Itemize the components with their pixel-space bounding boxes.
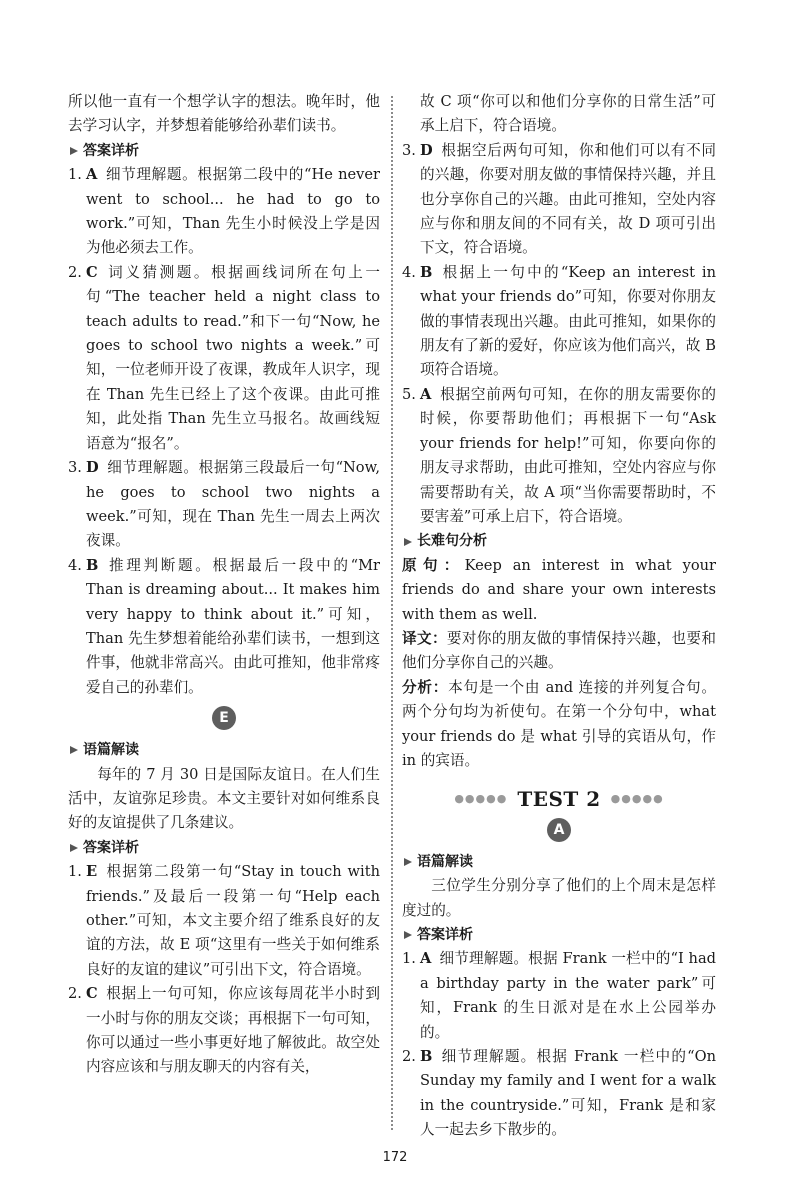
answer-text: 根据空前两句可知，在你的朋友需要你的时候，你要帮助他们；再根据下一句“Ask your friends for help!”可知，你要向你的朋友寻求帮助，由此可推知，空处内容应与你需要帮助有关，故 A 项“当你需要帮助时，不要害羞”可承上启下，符合语境。 [420, 385, 716, 525]
section-heading-answers: 答案详析 [402, 923, 716, 947]
page-number: 172 [382, 1150, 408, 1165]
passage-badge-a: A [547, 818, 571, 842]
test-heading [402, 787, 716, 811]
analysis: 分析：本句是一个由 and 连接的并列复合句。两个分句均为祈使句。在第一个分句中，what your friends do 是 what 引导的宾语从句，作 in 的宾语。 [402, 678, 716, 769]
passage-summary: 每年的 7 月 30 日是国际友谊日。在人们生活中，友谊弥足珍贵。本文主要针对如何维系良好的友谊提供了几条建议。 [68, 765, 380, 832]
answer-letter: E [86, 863, 98, 881]
triangle-bullet-icon [404, 931, 412, 939]
answer-letter: D [420, 141, 433, 159]
dots-decoration-icon: ●●●●● [454, 792, 508, 806]
answer-text: 根据第二段第一句“Stay in touch with friends.”及最后一段第一句“Help each other.”可知，本文主要介绍了维系良好的友谊的方法，故 E 项“这里有一些关于如何维系良好的友谊的建议”可引出下文，符合语境。 [86, 863, 380, 978]
left-column [68, 90, 380, 1080]
answer-text: 根据上一句可知，你应该每周花半小时到一小时与你的朋友交谈；再根据下一句可知，你可以通过一些小事更好地了解彼此。故空处内容应该和与朋友聊天的内容有关， [86, 985, 380, 1076]
dots-decoration-icon: ●●●●● [610, 792, 664, 806]
answer-item: 4. B 根据上一句中的“Keep an interest in what your friends do”可知，你要对你朋友做的事情表现出兴趣。由此可推知，如果你的朋友有了新的爱好，你应该为他们高兴，故 B 项符合语境。 [402, 263, 716, 379]
answer-text: 细节理解题。根据第三段最后一句“Now, he goes to school two nights a week.”可知，现在 Than 先生一周去上两次夜课。 [86, 459, 380, 550]
section-heading-analysis: 长难句分析 [402, 529, 716, 553]
triangle-bullet-icon [404, 538, 412, 546]
answer-text: 细节理解题。根据第二段中的“He never went to school... he had to go to work.”可知，Than 先生小时候没上学是因为他必须去工作。 [86, 166, 380, 257]
section-heading-answers: 答案详析 [68, 836, 380, 860]
intro-paragraph: 所以他一直有一个想学认字的想法。晚年时，他去学习认字，并梦想着能够给孙辈们读书。 [68, 93, 380, 135]
answer-letter: C [86, 985, 98, 1003]
column-divider [391, 96, 393, 1130]
answer-item: 2. B 细节理解题。根据 Frank 一栏中的“On Sunday my family and I went for a walk in the countryside.”可知，Frank 是和家人一起去乡下散步的。 [402, 1048, 716, 1139]
answer-letter: D [86, 459, 99, 477]
original-sentence: 原句：Keep an interest in what your friends do and share your own interests with them as well. [402, 556, 716, 623]
triangle-bullet-icon [404, 858, 412, 866]
answer-letter: A [86, 166, 98, 184]
answer-letter: C [86, 263, 98, 281]
answer-item: 2. C 根据上一句可知，你应该每周花半小时到一小时与你的朋友交谈；再根据下一句可知，你可以通过一些小事更好地了解彼此。故空处内容应该和与朋友聊天的内容有关， [68, 985, 380, 1076]
triangle-bullet-icon [70, 746, 78, 754]
test-title: TEST 2 [517, 787, 601, 812]
answer-item: 2. C 词义猜测题。根据画线词所在句上一句“The teacher held a night class to teach adults to read.”和下一句“Now, he goes to school two nights a week.”可知，一位老师开设了夜课，教成年人识字，现在 Than 先生已经上了这个夜课。由此可推知，此处指 Than 先生立马报名。故画线短语意为“报名”。 [68, 263, 380, 452]
triangle-bullet-icon [70, 844, 78, 852]
answer-item: 4. B 推理判断题。根据最后一段中的“Mr Than is dreaming about... It makes him very happy to think about it.”可知，Than 先生梦想着能给孙辈们读书，一想到这件事，他就非常高兴。由此可推知，他非常疼爱自己的孙辈们。 [68, 556, 380, 696]
answer-item: 1. A 细节理解题。根据第二段中的“He never went to school... he had to go to work.”可知，Than 先生小时候没上学是因为他必须去工作。 [68, 166, 380, 257]
answer-letter: B [420, 1048, 433, 1066]
answer-letter: B [420, 263, 433, 281]
answer-text: 细节理解题。根据 Frank 一栏中的“I had a birthday party in the water park”可知，Frank 的生日派对是在水上公园举办的。 [420, 950, 716, 1041]
answer-letter: B [86, 556, 99, 574]
answer-item: 1. A 细节理解题。根据 Frank 一栏中的“I had a birthday party in the water park”可知，Frank 的生日派对是在水上公园举办的。 [402, 950, 716, 1041]
answer-text: 根据空后两句可知，你和他们可以有不同的兴趣，你要对朋友做的事情保持兴趣，并且也分享你自己的兴趣。由此可推知，空处内容应与你和朋友间的不同有关，故 D 项可引出下文，符合语境。 [420, 141, 716, 257]
section-heading-passage: 语篇解读 [68, 738, 380, 762]
answer-text: 根据上一句中的“Keep an interest in what your friends do”可知，你要对你朋友做的事情表现出兴趣。由此可推知，如果你的朋友有了新的爱好，你应该为他们高兴，故 B 项符合语境。 [420, 263, 716, 379]
answer-text: 推理判断题。根据最后一段中的“Mr Than is dreaming about... It makes him very happy to think about it.”可知，Than 先生梦想着能给孙辈们读书，一想到这件事，他就非常高兴。由此可推知，他非常疼爱自己的孙辈们。 [86, 556, 380, 696]
answer-item: 1. E 根据第二段第一句“Stay in touch with friends.”及最后一段第一句“Help each other.”可知，本文主要介绍了维系良好的友谊的方法，故 E 项“这里有一些关于如何维系良好的友谊的建议”可引出下文，符合语境。 [68, 863, 380, 978]
answer-text: 词义猜测题。根据画线词所在句上一句“The teacher held a night class to teach adults to read.”和下一句“Now, he goes to school two nights a week.”可知，一位老师开设了夜课，教成年人识字，现在 Than 先生已经上了这个夜课。由此可推知，此处指 Than 先生立马报名。故画线短语意为“报名”。 [86, 263, 380, 452]
passage-summary: 三位学生分别分享了他们的上个周末是怎样度过的。 [402, 877, 716, 919]
translation: 译文：要对你的朋友做的事情保持兴趣，也要和他们分享你自己的兴趣。 [402, 629, 716, 672]
section-heading-answers: 答案详析 [68, 139, 380, 163]
answer-item: 3. D 根据空后两句可知，你和他们可以有不同的兴趣，你要对朋友做的事情保持兴趣，并且也分享你自己的兴趣。由此可推知，空处内容应与你和朋友间的不同有关，故 D 项可引出下文，符合语境。 [402, 141, 716, 257]
triangle-bullet-icon [70, 147, 78, 155]
answer-text: 细节理解题。根据 Frank 一栏中的“On Sunday my family and I went for a walk in the countryside.”可知，Frank 是和家人一起去乡下散步的。 [420, 1048, 716, 1139]
answer-item: 3. D 细节理解题。根据第三段最后一句“Now, he goes to school two nights a week.”可知，现在 Than 先生一周去上两次夜课。 [68, 459, 380, 550]
section-heading-passage: 语篇解读 [402, 850, 716, 874]
passage-badge-e: E [212, 706, 236, 730]
answer-letter: A [420, 385, 432, 403]
answer-item: 5. A 根据空前两句可知，在你的朋友需要你的时候，你要帮助他们；再根据下一句“Ask your friends for help!”可知，你要向你的朋友寻求帮助，由此可推知，空处内容应与你需要帮助有关，故 A 项“当你需要帮助时，不要害羞”可承上启下，符合语境。 [402, 385, 716, 525]
continued-text: 故 C 项“你可以和他们分享你的日常生活”可承上启下，符合语境。 [420, 93, 716, 135]
answer-letter: A [420, 950, 432, 968]
right-column [402, 90, 716, 1143]
